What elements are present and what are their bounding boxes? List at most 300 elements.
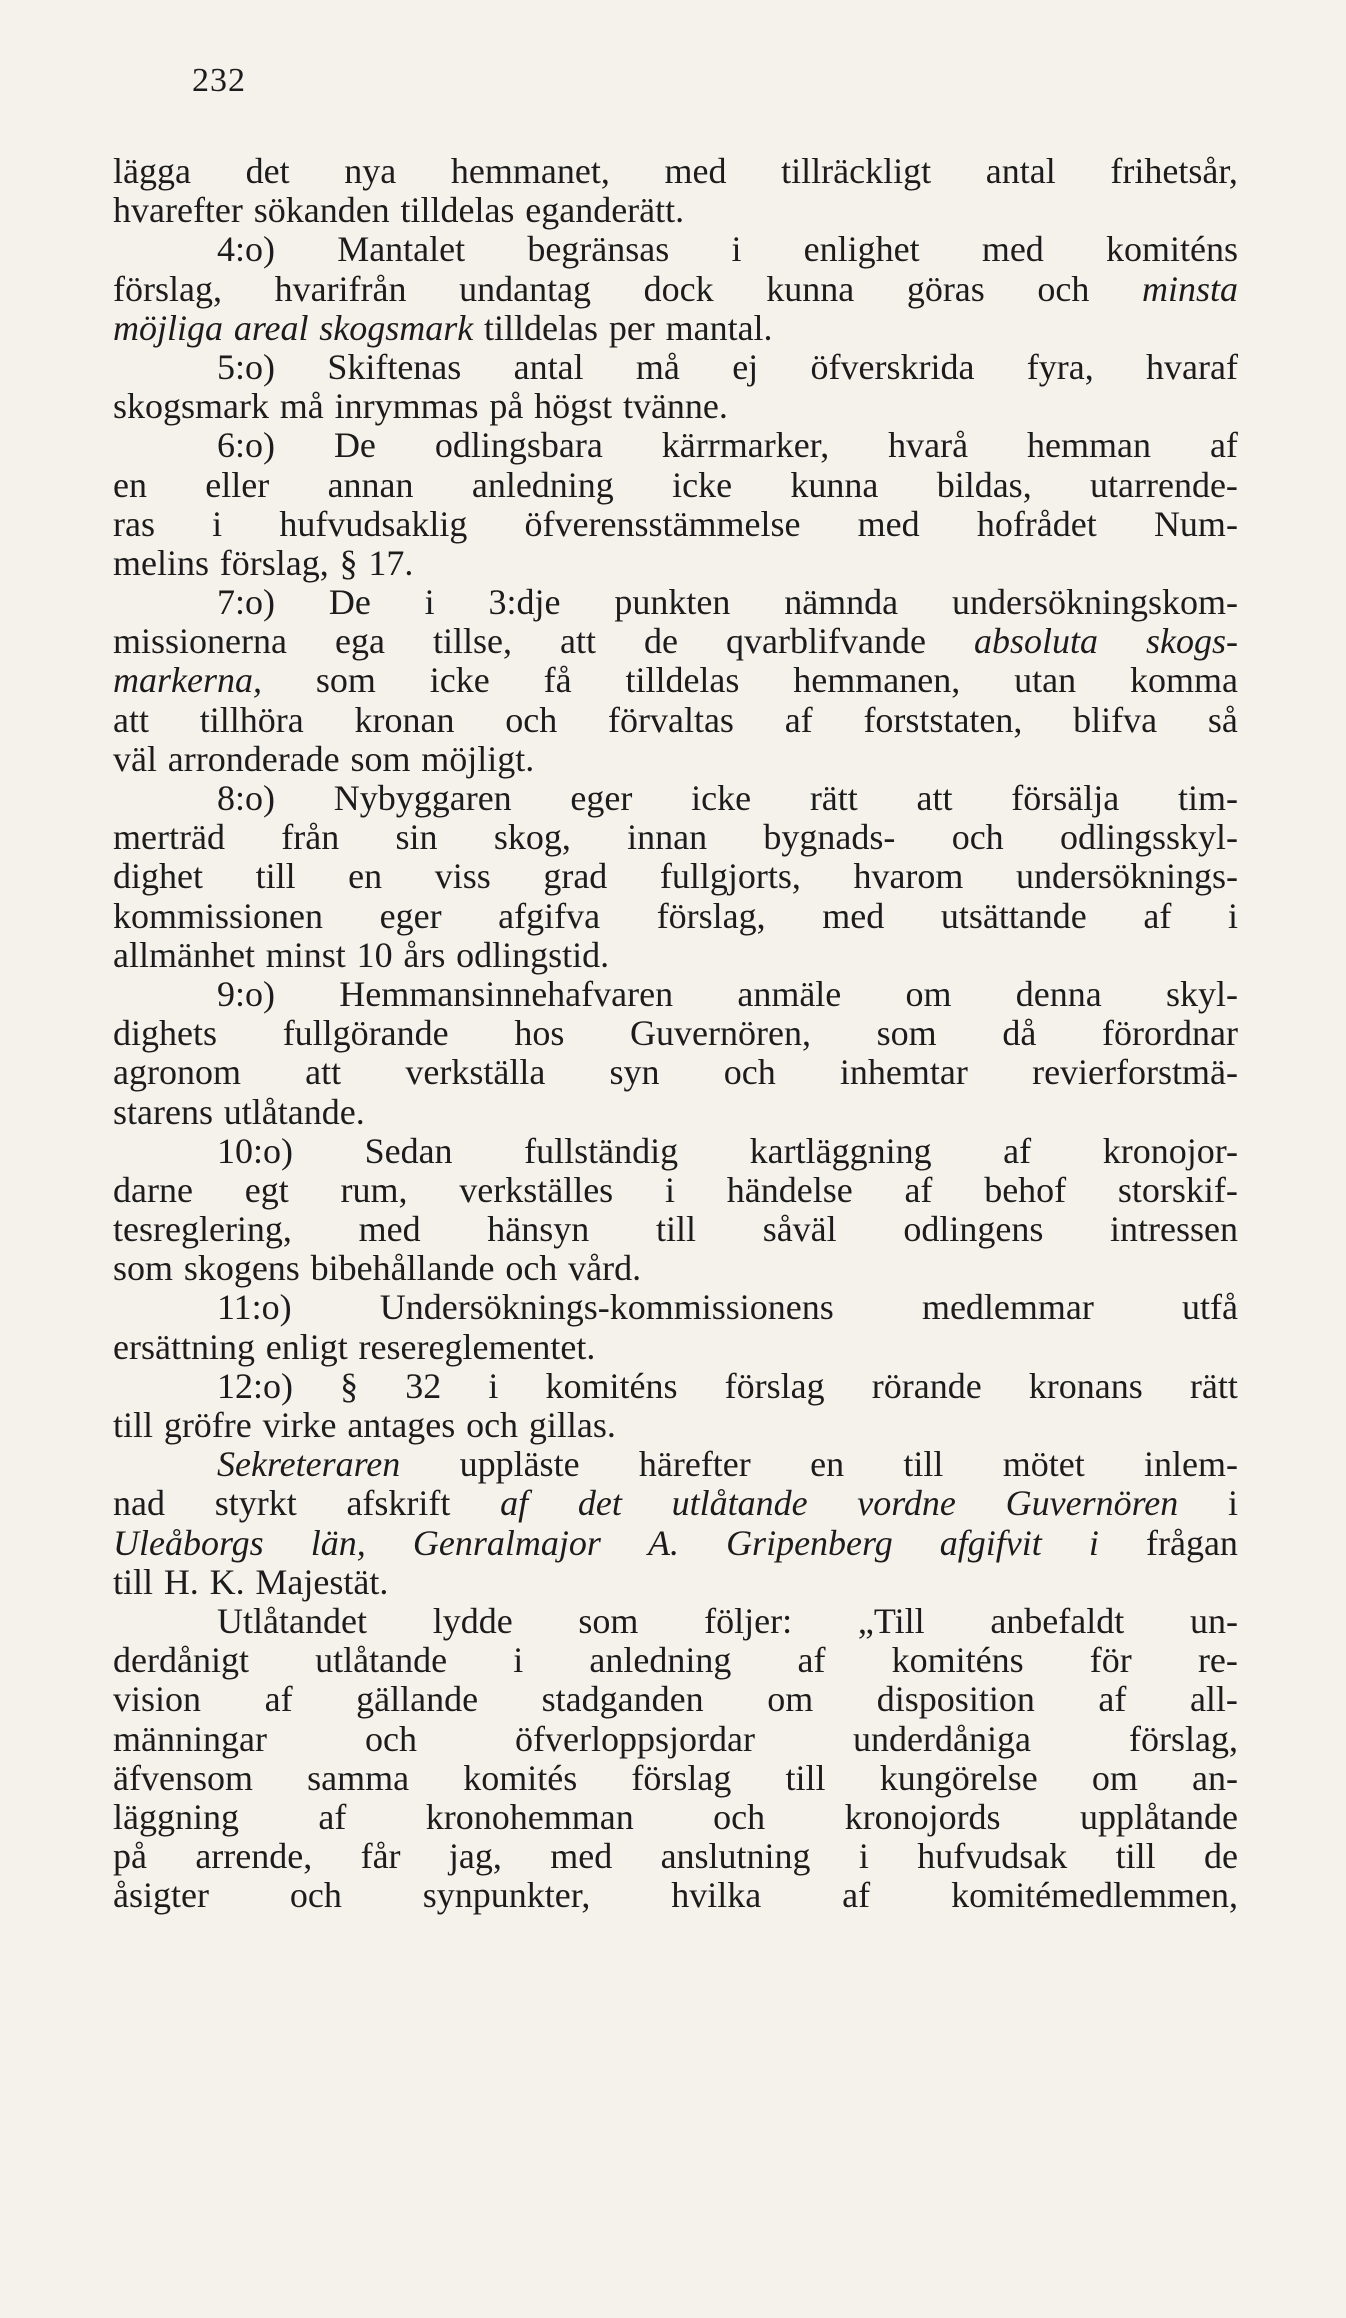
word: af xyxy=(1209,425,1238,466)
text-line xyxy=(113,1602,1238,1641)
word: af xyxy=(842,1875,871,1916)
word: tillhöra xyxy=(199,699,304,740)
word: hemman xyxy=(1027,425,1152,466)
text-line xyxy=(113,1367,1238,1406)
word: ega xyxy=(335,621,385,662)
word: K. xyxy=(209,1561,245,1602)
word: det xyxy=(577,1483,622,1524)
word: af xyxy=(1143,895,1172,936)
word: frihetsår, xyxy=(1110,151,1238,191)
word: sin xyxy=(395,817,438,858)
word: icke xyxy=(691,778,752,818)
word: verkställa xyxy=(405,1052,546,1093)
word: vård. xyxy=(568,1248,642,1289)
word: skogens xyxy=(183,1248,300,1289)
word: och xyxy=(505,699,558,740)
word: revierforstmä- xyxy=(1032,1052,1238,1093)
word: möjliga xyxy=(113,307,224,348)
word: anslutning xyxy=(660,1836,811,1877)
word: icke xyxy=(672,464,733,505)
word: 4:o) xyxy=(217,229,275,270)
word: om xyxy=(1091,1757,1138,1798)
word: må xyxy=(279,386,324,427)
word: nämnda xyxy=(784,582,899,623)
word: resereglementet. xyxy=(358,1326,596,1367)
word: utfå xyxy=(1182,1287,1238,1328)
word: punkten xyxy=(614,582,731,623)
word: eganderätt. xyxy=(525,190,685,231)
word: odlingsskyl- xyxy=(1059,817,1238,858)
word: års xyxy=(403,934,446,975)
word: odlingstid. xyxy=(456,934,610,975)
word: hufvudsak xyxy=(917,1836,1068,1877)
word: egt xyxy=(244,1169,289,1210)
word: kronan xyxy=(354,699,455,740)
word: hänsyn xyxy=(487,1209,590,1250)
word: kronohemman xyxy=(425,1796,634,1837)
word: undersöknings- xyxy=(1016,856,1238,897)
word: kungörelse xyxy=(879,1757,1038,1798)
word: öfverskrida xyxy=(810,346,975,387)
word: fullgjorts, xyxy=(659,856,801,897)
word: och xyxy=(505,1248,558,1289)
word: göras xyxy=(906,268,985,309)
word: af xyxy=(904,1169,933,1210)
word: samma xyxy=(307,1757,410,1798)
word: hvarå xyxy=(888,425,969,466)
word: vision xyxy=(113,1679,202,1720)
word: tilldelas xyxy=(625,660,740,701)
text-line xyxy=(113,1563,1238,1602)
word: 11:o) xyxy=(217,1287,292,1328)
word: arronderade xyxy=(167,738,340,779)
word: till xyxy=(113,1561,154,1602)
text-line xyxy=(113,936,1238,975)
word: dighet xyxy=(113,856,203,897)
word: Sedan xyxy=(364,1130,453,1171)
word: skogs- xyxy=(1145,621,1238,662)
word: skogsmark xyxy=(113,386,269,427)
word: Guvernören xyxy=(1005,1483,1179,1524)
word: hvarifrån xyxy=(274,268,407,309)
word: att xyxy=(305,1052,342,1093)
word: utlåtande. xyxy=(223,1091,365,1132)
word: Num- xyxy=(1153,503,1238,544)
word: förslag, xyxy=(113,268,222,309)
word: som xyxy=(350,738,411,779)
text-line xyxy=(113,701,1238,740)
word: skog, xyxy=(493,817,571,858)
word: och xyxy=(951,817,1004,858)
word: komitémedlemmen, xyxy=(951,1875,1238,1916)
word: hemmanen, xyxy=(793,660,961,701)
text-line xyxy=(113,897,1238,936)
word: utarrende- xyxy=(1090,464,1238,505)
text-line xyxy=(113,387,1238,426)
word: att xyxy=(113,699,149,740)
word: Majestät. xyxy=(255,1561,389,1602)
word: areal xyxy=(233,307,309,348)
text-line xyxy=(113,1132,1238,1171)
word: med xyxy=(981,229,1044,270)
word: frågan xyxy=(1146,1522,1238,1563)
word: utan xyxy=(1014,660,1077,701)
word: fullgörande xyxy=(282,1013,449,1054)
word: 8:o) xyxy=(217,778,275,818)
word: kronojords xyxy=(844,1796,1001,1837)
word: agronom xyxy=(113,1052,241,1093)
text-line xyxy=(113,1837,1238,1876)
word: nad xyxy=(113,1483,165,1524)
word: qvarblifvande xyxy=(726,621,926,662)
word: öfverensstämmelse xyxy=(524,503,801,544)
word: i xyxy=(858,1836,869,1877)
word: försälja xyxy=(1011,778,1120,818)
word: gällande xyxy=(356,1679,479,1720)
word: de xyxy=(644,621,678,662)
word: storskif- xyxy=(1117,1169,1238,1210)
text-line xyxy=(113,1288,1238,1327)
word: till xyxy=(655,1209,696,1250)
text-line xyxy=(113,230,1238,269)
word: till xyxy=(113,1405,154,1445)
word: stadganden xyxy=(541,1679,704,1720)
word: Guvernören, xyxy=(630,1013,811,1054)
word: eger xyxy=(570,778,633,818)
word: till xyxy=(255,856,296,897)
word: forststaten, xyxy=(863,699,1023,740)
word: förslag xyxy=(724,1365,825,1406)
word: kunna xyxy=(790,464,879,505)
word: lydde xyxy=(432,1600,513,1641)
word: underdåniga xyxy=(853,1718,1031,1759)
word: anbefaldt xyxy=(990,1600,1125,1641)
word: utlåtande xyxy=(315,1640,448,1681)
word: och xyxy=(289,1875,342,1916)
word: af xyxy=(318,1796,347,1837)
body-text xyxy=(113,152,1238,1915)
word: inrymmas xyxy=(334,386,479,427)
word: på xyxy=(489,386,524,427)
word: per xyxy=(608,307,655,348)
word: uppläste xyxy=(459,1444,580,1485)
text-line xyxy=(113,1484,1238,1523)
text-line xyxy=(113,1759,1238,1798)
word: rätt xyxy=(809,778,858,818)
word: län, xyxy=(310,1522,366,1563)
text-line xyxy=(113,661,1238,700)
word: afgifva xyxy=(498,895,601,936)
text-line xyxy=(113,1210,1238,1249)
text-line xyxy=(113,544,1238,583)
word: Hemmansinnehafvaren xyxy=(339,973,674,1014)
word: grad xyxy=(543,856,608,897)
word: darne xyxy=(113,1169,193,1210)
word: de xyxy=(1203,1836,1238,1877)
word: öfverloppsjordar xyxy=(515,1718,755,1759)
word: enlighet xyxy=(803,229,920,270)
text-line xyxy=(113,1093,1238,1132)
word: kartläggning xyxy=(749,1130,932,1171)
word: „Till xyxy=(857,1600,925,1641)
text-line xyxy=(113,622,1238,661)
word: af xyxy=(500,1483,529,1524)
word: komiténs xyxy=(1106,229,1238,270)
word: kronans xyxy=(1028,1365,1143,1406)
word: förvaltas xyxy=(607,699,734,740)
word: missionerna xyxy=(113,621,287,662)
word: rätt xyxy=(1189,1365,1238,1406)
word: tesreglering, xyxy=(113,1209,292,1250)
word: tillräckligt xyxy=(781,151,932,191)
word: viss xyxy=(434,856,491,897)
text-line xyxy=(113,152,1238,191)
word: såväl xyxy=(762,1209,837,1250)
word: som xyxy=(315,660,376,701)
text-line xyxy=(113,1876,1238,1915)
text-line xyxy=(113,818,1238,857)
word: merträd xyxy=(113,817,225,858)
word: till xyxy=(785,1757,826,1798)
word: som xyxy=(113,1248,174,1289)
word: annan xyxy=(327,464,414,505)
word: afskrift xyxy=(346,1483,451,1524)
word: eller xyxy=(205,464,270,505)
word: med xyxy=(857,503,920,544)
word: komités xyxy=(463,1757,578,1798)
word: synpunkter, xyxy=(422,1875,591,1916)
word: hvarom xyxy=(853,856,964,897)
word: undantag xyxy=(459,268,592,309)
text-line xyxy=(113,270,1238,309)
word: Sekreteraren xyxy=(217,1444,401,1485)
word: kunna xyxy=(766,268,855,309)
word: bygnads- xyxy=(763,817,896,858)
word: melins xyxy=(113,542,209,583)
text-line xyxy=(113,1014,1238,1053)
word: lägga xyxy=(113,151,191,191)
word: an- xyxy=(1192,1757,1238,1798)
word: 17. xyxy=(368,542,414,583)
word: derdånigt xyxy=(113,1640,249,1681)
word: händelse xyxy=(726,1169,853,1210)
word: odlingens xyxy=(903,1209,1044,1250)
word: och xyxy=(466,1405,519,1445)
word: härefter xyxy=(638,1444,751,1485)
word: afgifvit xyxy=(939,1522,1042,1563)
word: och xyxy=(723,1052,776,1093)
word: arrende, xyxy=(195,1836,313,1877)
word: 9:o) xyxy=(217,973,275,1014)
word: i xyxy=(664,1169,675,1210)
word: af xyxy=(1003,1130,1032,1171)
text-line xyxy=(113,1720,1238,1759)
word: antal xyxy=(985,151,1056,191)
word: rum, xyxy=(340,1169,408,1210)
text-line xyxy=(113,505,1238,544)
word: så xyxy=(1207,699,1238,740)
word: om xyxy=(767,1679,814,1720)
word: starens xyxy=(113,1091,213,1132)
word: mantal. xyxy=(665,307,773,348)
word: Mantalet xyxy=(337,229,466,270)
word: minsta xyxy=(1141,268,1238,309)
word: jag, xyxy=(448,1836,502,1877)
word: syn xyxy=(609,1052,660,1093)
word: i xyxy=(1088,1522,1099,1563)
word: hvaraf xyxy=(1146,346,1238,387)
word: med xyxy=(664,151,727,191)
word: anledning xyxy=(471,464,614,505)
word: antages xyxy=(347,1405,456,1445)
word: som xyxy=(578,1600,639,1641)
text-line xyxy=(113,1680,1238,1719)
word: eger xyxy=(379,895,442,936)
word: re- xyxy=(1197,1640,1238,1681)
word: komma xyxy=(1129,660,1238,701)
word: och xyxy=(713,1796,766,1837)
word: behof xyxy=(984,1169,1067,1210)
word: sökanden xyxy=(253,190,390,231)
word: tvänne. xyxy=(622,386,728,427)
word: ras xyxy=(113,503,155,544)
word: då xyxy=(1002,1013,1037,1054)
text-line xyxy=(113,1445,1238,1484)
word: hofrådet xyxy=(976,503,1097,544)
text-line xyxy=(113,1053,1238,1092)
word: dighets xyxy=(113,1013,217,1054)
text-line xyxy=(113,975,1238,1014)
word: en xyxy=(113,464,147,505)
word: mötet xyxy=(1002,1444,1085,1485)
text-line xyxy=(113,309,1238,348)
word: allmänhet xyxy=(113,934,255,975)
word: virke xyxy=(262,1405,337,1445)
word: som xyxy=(876,1013,937,1054)
word: styrkt xyxy=(214,1483,297,1524)
word: i xyxy=(424,582,435,623)
word: 10 xyxy=(356,934,393,975)
word: en xyxy=(348,856,383,897)
word: väl xyxy=(113,738,157,779)
word: hos xyxy=(514,1013,565,1054)
word: Utlåtandet xyxy=(217,1600,367,1641)
text-line xyxy=(113,1249,1238,1288)
word: högst xyxy=(534,386,613,427)
word: minst xyxy=(265,934,346,975)
word: begränsas xyxy=(527,229,670,270)
text-line xyxy=(113,1406,1238,1445)
word: må xyxy=(635,346,680,387)
word: 3:dje xyxy=(488,582,561,623)
word: med xyxy=(550,1836,613,1877)
word: i xyxy=(212,503,223,544)
word: anledning xyxy=(589,1640,732,1681)
word: följer: xyxy=(704,1600,793,1641)
word: det xyxy=(245,151,290,191)
word: upplåtande xyxy=(1080,1796,1238,1837)
word: innan xyxy=(627,817,708,858)
word: att xyxy=(916,778,953,818)
word: Uleåborgs xyxy=(113,1522,264,1563)
word: förordnar xyxy=(1102,1013,1238,1054)
word: Undersöknings-kommissionens xyxy=(379,1287,834,1328)
word: disposition xyxy=(876,1679,1035,1720)
word: en xyxy=(810,1444,845,1485)
word: intressen xyxy=(1110,1209,1238,1250)
word: inhemtar xyxy=(839,1052,968,1093)
word: rörande xyxy=(871,1365,982,1406)
word: utsättande xyxy=(940,895,1087,936)
text-line xyxy=(113,1798,1238,1837)
word: hufvudsaklig xyxy=(279,503,468,544)
word: komiténs xyxy=(545,1365,678,1406)
word: kronojor- xyxy=(1102,1130,1238,1171)
word: tilldelas xyxy=(400,190,515,231)
word: 10:o) xyxy=(217,1130,293,1171)
word: ej xyxy=(732,346,759,387)
text-line xyxy=(113,1641,1238,1680)
word: af xyxy=(1098,1679,1127,1720)
text-line xyxy=(113,583,1238,622)
word: till xyxy=(1115,1836,1156,1877)
word: förslag xyxy=(631,1757,732,1798)
word: 7:o) xyxy=(217,582,275,623)
word: till xyxy=(903,1444,944,1485)
word: bibehållande xyxy=(310,1248,495,1289)
word: denna xyxy=(1015,973,1102,1014)
word: får xyxy=(360,1836,401,1877)
word: skogsmark xyxy=(319,307,474,348)
word: äfvensom xyxy=(113,1757,253,1798)
word: kärrmarker, xyxy=(661,425,830,466)
word: fullständig xyxy=(524,1130,679,1171)
text-line xyxy=(113,1328,1238,1367)
word: Nybyggaren xyxy=(333,778,512,818)
text-line xyxy=(113,426,1238,465)
word: åsigter xyxy=(113,1875,209,1916)
word: dock xyxy=(643,268,714,309)
word: 5:o) xyxy=(217,346,275,387)
text-line xyxy=(113,1524,1238,1563)
word: antal xyxy=(513,346,584,387)
word: komiténs xyxy=(891,1640,1024,1681)
text-line xyxy=(113,191,1238,230)
word: gröfre xyxy=(163,1405,252,1445)
text-line xyxy=(113,740,1238,779)
word: förslag, xyxy=(1129,1718,1238,1759)
word: på xyxy=(113,1836,147,1877)
word: De xyxy=(333,425,376,466)
word: Genralmajor xyxy=(412,1522,601,1563)
word: möjligt. xyxy=(421,738,535,779)
word: gillas. xyxy=(528,1405,616,1445)
text-line xyxy=(113,348,1238,387)
word: läggning xyxy=(113,1796,239,1837)
word: un- xyxy=(1189,1600,1238,1641)
word: tillse, xyxy=(432,621,512,662)
word: tim- xyxy=(1177,778,1238,818)
word: medlemmar xyxy=(921,1287,1094,1328)
word: om xyxy=(905,973,952,1014)
word: hemmanet, xyxy=(450,151,610,191)
word: absoluta xyxy=(973,621,1098,662)
text-line xyxy=(113,779,1238,818)
word: nya xyxy=(344,151,397,191)
word: markerna, xyxy=(113,660,262,701)
word: skyl- xyxy=(1165,973,1238,1014)
word: undersökningskom- xyxy=(952,582,1238,623)
